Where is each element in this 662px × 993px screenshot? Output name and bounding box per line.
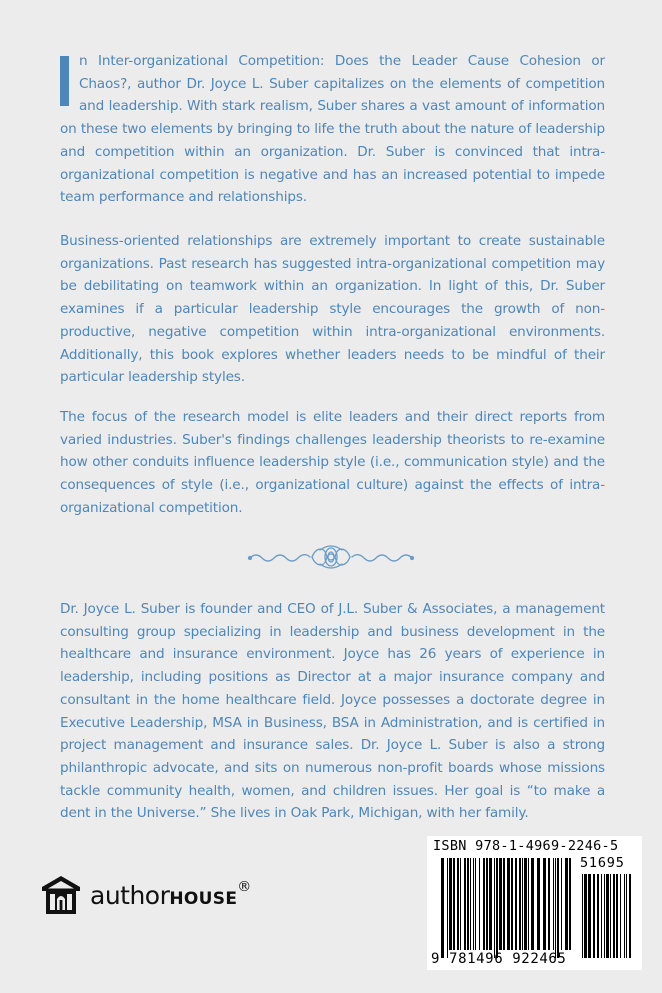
barcode-bar <box>467 858 469 950</box>
barcode-bar <box>511 858 513 950</box>
barcode-bar <box>604 874 605 958</box>
price-code: 51695 <box>580 855 625 871</box>
registered-mark: ® <box>237 878 251 895</box>
barcode-bar <box>503 858 505 950</box>
ean-number: 9 781496 922465 <box>431 951 567 967</box>
barcode-bar <box>553 858 554 950</box>
flourish-divider-icon <box>246 542 416 572</box>
barcode-bar <box>624 874 625 958</box>
barcode-bar <box>519 858 521 950</box>
authorhouse-arch-logo-icon <box>40 874 82 916</box>
barcode-bar <box>447 858 448 958</box>
barcode-bar <box>593 874 595 958</box>
barcode-bar <box>457 858 459 950</box>
barcode-bar <box>613 874 615 958</box>
barcode-bar <box>543 858 546 950</box>
barcode-bar <box>464 858 466 950</box>
barcode-bar <box>582 874 583 958</box>
barcode-bar <box>470 858 471 950</box>
barcode-bar <box>610 874 611 958</box>
blurb-paragraph-1-text: n Inter-organizational Competition: Does the Leader Cause Cohesion or Chaos?, author Dr. Joyce L. Suber capitalizes on the elements of competition and leadership. With stark realism, Suber shares a vast amount of information on these two elements by bringing to life the truth about the nature of leadership and competition within an organization. Dr. Suber is convinced that intra-organizational competition is negative and has an increased potential to impede team performance and relationships. <box>60 53 605 206</box>
barcode-bar <box>531 858 534 950</box>
barcode-bar <box>486 858 488 950</box>
barcode-bar <box>499 858 502 950</box>
barcode-bar <box>584 874 587 958</box>
barcode-bar <box>507 858 510 950</box>
isbn-barcode <box>427 836 642 970</box>
barcode-bar <box>441 858 444 958</box>
barcode-bar <box>522 858 523 950</box>
barcode-bar <box>515 858 517 950</box>
blurb-paragraph-2: Business-oriented relationships are extremely important to create sustainable organizations. Past research has suggested intra-organizational competition may be debilitating on teamwork within an organization. In light of this, Dr. Suber examines if a particular leadership style encourages the growth of non-productive, negative competition within intra-organizational environments. Additionally, this book explores whether leaders needs to be mindful of their particular leadership styles. <box>60 233 605 386</box>
barcode-bar <box>460 858 461 950</box>
barcode-bar <box>494 858 495 958</box>
barcode-bar <box>555 858 556 958</box>
barcode-bar <box>524 858 527 950</box>
dropcap-letter <box>79 50 80 51</box>
barcode-bar <box>479 858 480 950</box>
barcode-bar <box>449 858 452 950</box>
barcode-bar <box>601 874 602 958</box>
barcode-bar <box>597 874 599 958</box>
barcode-bar <box>483 858 485 950</box>
barcode-bar <box>569 858 571 950</box>
publisher-name-prefix: author <box>90 880 170 910</box>
barcode-bar <box>606 874 609 958</box>
barcode-bar <box>561 858 562 950</box>
blurb-paragraph-3: The focus of the research model is elite leaders and their direct reports from varied industries. Suber's findings challenges leadership theorists to re-examine how other conduits influence leadership style (i.e., communication style) and the consequences of style (i.e., organizational culture) against the effects of intra-organizational competition. <box>60 409 605 516</box>
barcode-bar <box>537 858 540 950</box>
isbn-label: ISBN 978-1-4969-2246-5 <box>433 838 619 854</box>
publisher-name <box>90 878 251 910</box>
barcode-bar <box>475 858 476 950</box>
barcode-bar <box>548 858 550 950</box>
barcode-bar <box>473 858 474 950</box>
author-bio: Dr. Joyce L. Suber is founder and CEO of J.L. Suber & Associates, a management consulting group specializing in leadership and business development in the healthcare and insurance environment. Joyce has 26 years of experience in leadership, including positions as Director at a major insurance company and consultant in the home healthcare field. Joyce possesses a doctorate degree in Executive Leadership, MSA in Business, BSA in Administration, and is certified in project management and insurance sales. Dr. Joyce L. Suber is also a strong philanthropic advocate, and sits on numerous non-profit boards whose missions tackle community health, women, and children issues. Her goal is “to make a dent in the Universe.” She lives in Oak Park, Michigan, with her family. <box>60 601 605 822</box>
publisher-logo <box>40 872 310 918</box>
barcode-bar <box>626 874 627 958</box>
barcode-bar <box>565 858 568 950</box>
barcode-bar <box>588 874 591 958</box>
barcode-bar <box>557 858 559 958</box>
blurb-paragraph-1 <box>60 50 605 209</box>
barcode-bar <box>629 874 631 958</box>
barcode-bar <box>489 858 492 950</box>
publisher-name-suffix: HOUSE <box>169 888 238 909</box>
barcode-bar <box>616 874 618 958</box>
barcode-bar <box>496 858 498 958</box>
dropcap-bar <box>60 56 69 106</box>
barcode-bars <box>427 836 642 970</box>
barcode-bar <box>453 858 455 950</box>
barcode-bar <box>528 858 529 950</box>
barcode-bar <box>620 874 621 958</box>
